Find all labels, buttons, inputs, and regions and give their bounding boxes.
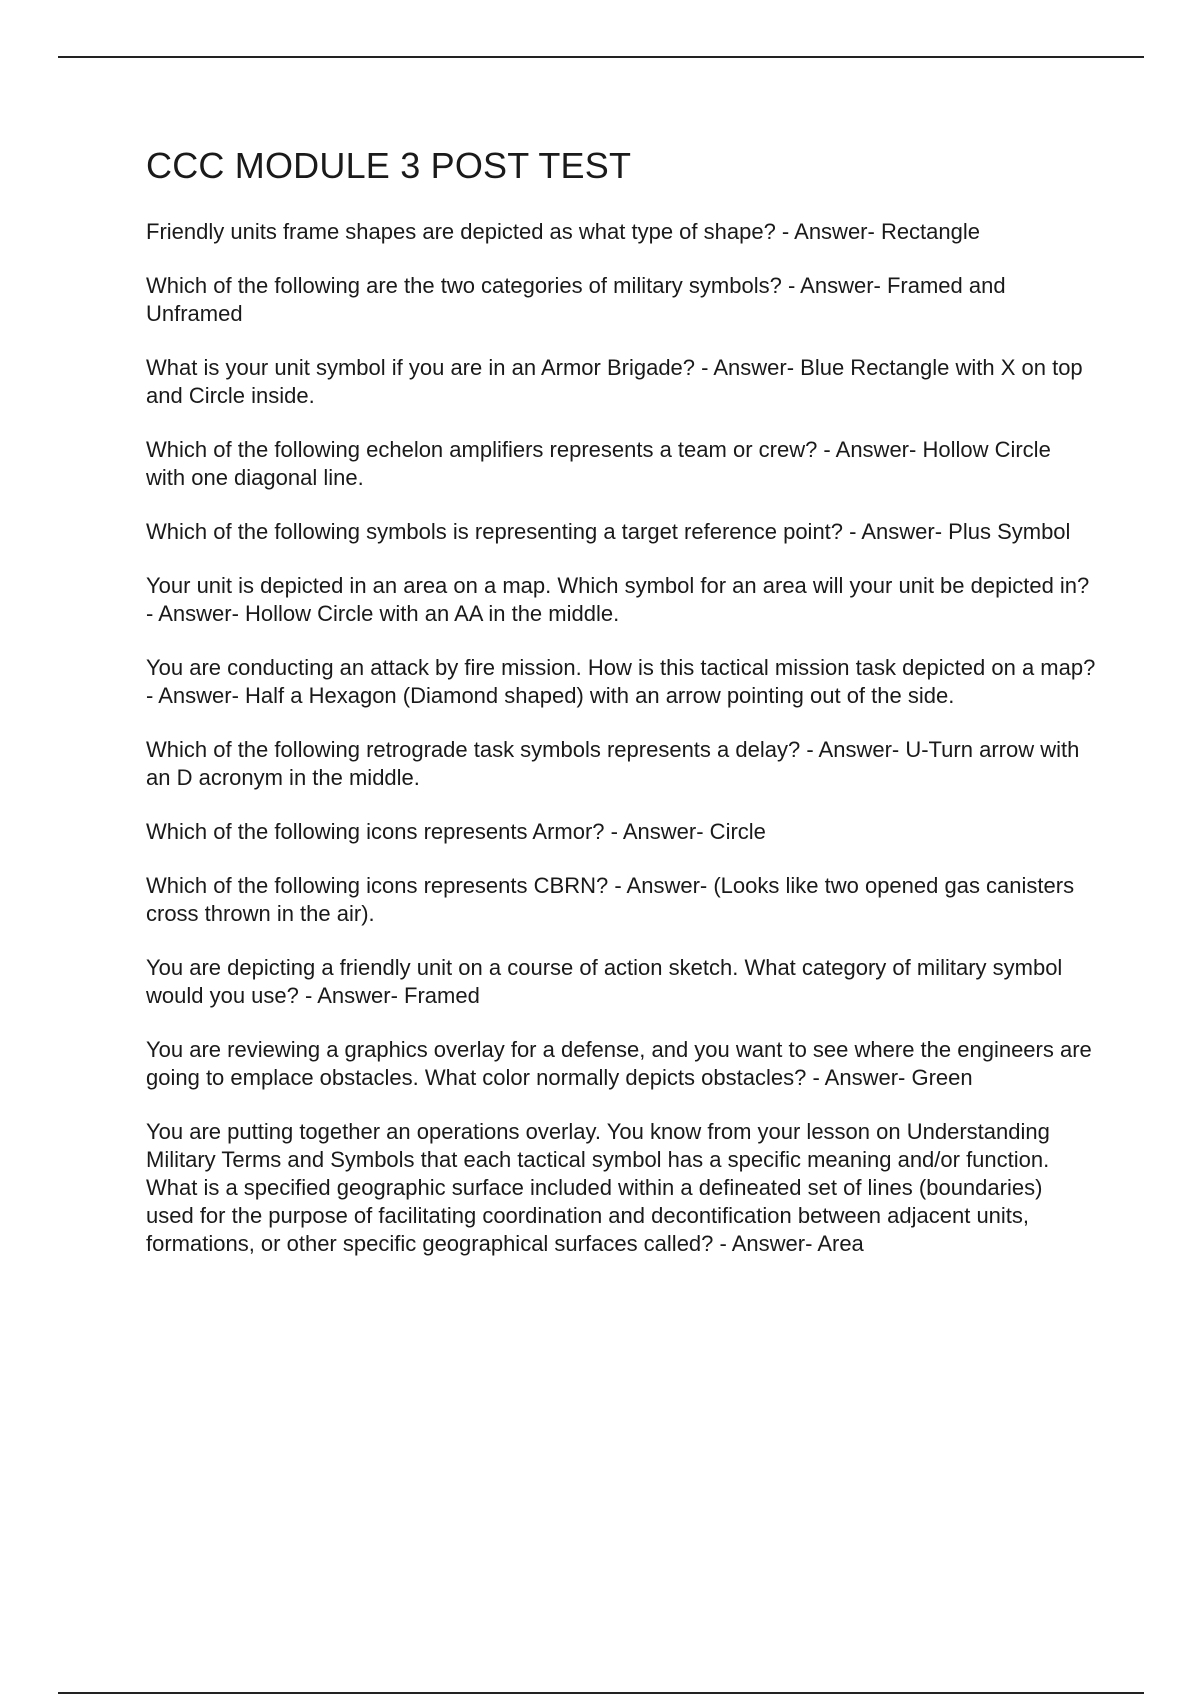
question-answer-2: Which of the following are the two categories of military symbols? - Answer- Framed and Unframed bbox=[146, 273, 1006, 326]
document-body bbox=[146, 144, 1096, 1284]
question-answer-6: Your unit is depicted in an area on a map. Which symbol for an area will your unit be depicted in? - Answer- Hollow Circle with an AA in the middle. bbox=[146, 573, 1090, 626]
question-answer-4: Which of the following echelon amplifiers represents a team or crew? - Answer- Hollow Circle with one diagonal line. bbox=[146, 437, 1051, 490]
document-title: CCC MODULE 3 POST TEST bbox=[146, 145, 632, 186]
question-answer-1: Friendly units frame shapes are depicted as what type of shape? - Answer- Rectangle bbox=[146, 219, 981, 244]
question-answer-12: You are reviewing a graphics overlay for a defense, and you want to see where the engineers are going to emplace obstacles. What color normally depicts obstacles? - Answer- Green bbox=[146, 1037, 1092, 1090]
bottom-divider bbox=[58, 1692, 1144, 1694]
question-answer-8: Which of the following retrograde task symbols represents a delay? - Answer- U-Turn arrow with an D acronym in the middle. bbox=[146, 737, 1080, 790]
question-answer-5: Which of the following symbols is representing a target reference point? - Answer- Plus Symbol bbox=[146, 519, 1071, 544]
question-answer-11: You are depicting a friendly unit on a course of action sketch. What category of military symbol would you use? - Answer- Framed bbox=[146, 955, 1063, 1008]
question-answer-3: What is your unit symbol if you are in an Armor Brigade? - Answer- Blue Rectangle with X on top and Circle inside. bbox=[146, 355, 1083, 408]
question-answer-13: You are putting together an operations overlay. You know from your lesson on Understanding Military Terms and Symbols that each tactical symbol has a specific meaning and/or function. What is a specified geographic surface included within a defineated set of lines (boundaries) used for the purpose of facilitating coordination and decontification between adjacent units, formations, or other specific geographical surfaces called? - Answer- Area bbox=[146, 1119, 1050, 1256]
question-answer-7: You are conducting an attack by fire mission. How is this tactical mission task depicted on a map? - Answer- Half a Hexagon (Diamond shaped) with an arrow pointing out of the side. bbox=[146, 655, 1096, 708]
top-divider bbox=[58, 56, 1144, 58]
question-answer-9: Which of the following icons represents Armor? - Answer- Circle bbox=[146, 819, 766, 844]
question-answer-10: Which of the following icons represents CBRN? - Answer- (Looks like two opened gas canisters cross thrown in the air). bbox=[146, 873, 1075, 926]
